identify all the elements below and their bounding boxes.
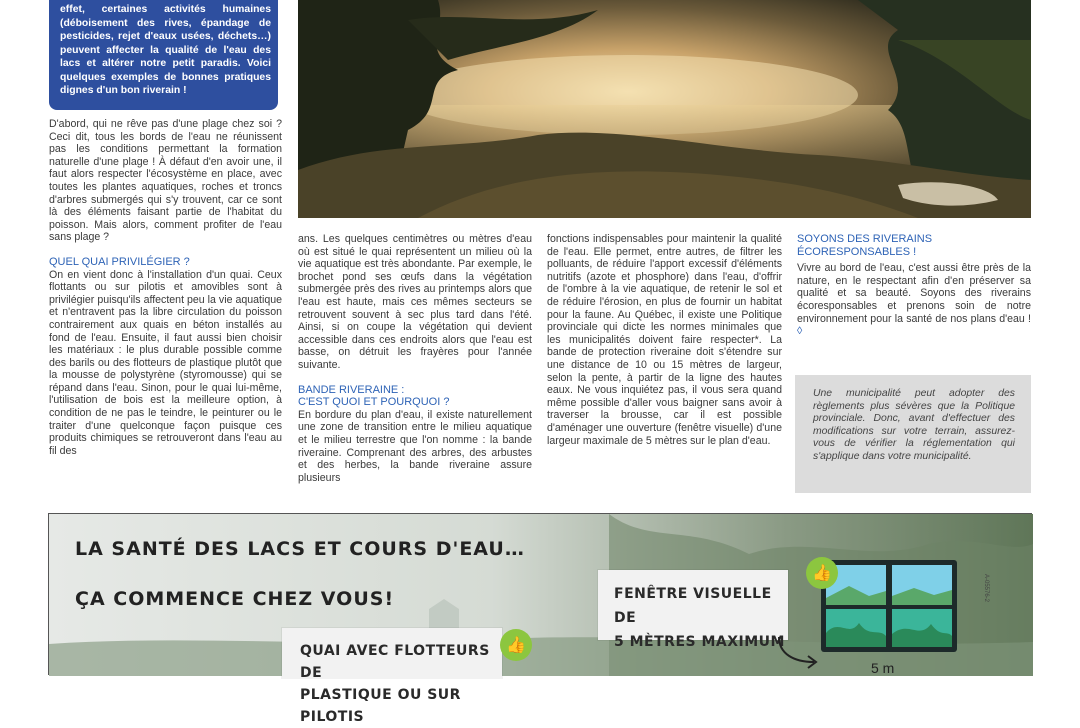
column-4-body: Vivre au bord de l'eau, c'est aussi être près de la nature, en le respectant afin d'en préserver sa qualité et sa beauté. Soyons des riverains écoresponsables et prenons soin de notre environnement pour la santé de nos plans d'eau ! bbox=[797, 262, 1031, 325]
note-box bbox=[795, 375, 1031, 493]
quai-label-line2: PLASTIQUE OU SUR PILOTIS bbox=[300, 687, 461, 725]
window-label-line1: FENÊTRE VISUELLE DE bbox=[614, 586, 772, 626]
bottom-banner bbox=[48, 513, 1032, 725]
intro-text: effet, certaines activités humaines (déboisement des rives, épandage de pesticides, rejet d'eaux usées, déchets…) peuvent affecter la qualité de l'eau des lacs et altérer notre petit paradis. Voici quelques exemples de bonnes pratiques dignes d'un bon riverain ! bbox=[60, 4, 271, 96]
banner-title-line1: LA SANTÉ DES LACS ET COURS D'EAU… bbox=[75, 538, 525, 560]
visual-window-illustration bbox=[819, 558, 959, 654]
heading-bande-line2: C'EST QUOI ET POURQUOI ? bbox=[298, 396, 450, 409]
note-text: Une municipalité peut adopter des règlements plus sévères que la Politique provinciale. Donc, avant d'effectuer des modifications sur votre terrain, assurez-vous de vérifier la réglementation qui s'applique dans votre municipalité. bbox=[813, 388, 1015, 462]
column-4 bbox=[797, 233, 1031, 338]
column-2-text: ans. Les quelques centimètres ou mètres d'eau où est situé le quai représentent un milieu où la vie aquatique est très abondante. Par exemple, le brochet pond ses œufs dans la végétation submergée près des rives au printemps alors que l'eau est haute, mais ces mêmes secteurs se retrouvent souvent à sec plus tard dans l'été. Ainsi, si on coupe la végétation qui devient accessible dans ces endroits alors que l'eau est basse, on détruit les frayères pour l'année suivante. bbox=[298, 233, 532, 371]
intro-box bbox=[49, 0, 278, 110]
end-mark: ◊ bbox=[797, 325, 803, 338]
column-1 bbox=[49, 118, 282, 457]
heading-riverains-line2: ÉCORESPONSABLES ! bbox=[797, 245, 917, 258]
heading-quai: QUEL QUAI PRIVILÉGIER ? bbox=[49, 255, 190, 268]
quai-label bbox=[282, 628, 502, 725]
banner-title-line2: ÇA COMMENCE CHEZ VOUS! bbox=[75, 588, 395, 610]
window-label-line2: 5 MÈTRES MAXIMUM bbox=[614, 634, 785, 650]
thumbs-up-icon: 👍 bbox=[500, 629, 532, 661]
column-2 bbox=[298, 233, 532, 484]
column-2-body: En bordure du plan d'eau, il existe naturellement une zone de transition entre le milieu aquatique et le milieu terrestre que l'on nomme : la bande riveraine. Comprenant des arbres, des arbustes et des herbes, la bande riveraine assure plusieurs bbox=[298, 408, 532, 484]
heading-riverains-line1: SOYONS DES RIVERAINS bbox=[797, 233, 933, 245]
arrow-icon bbox=[774, 632, 824, 672]
window-thumbs-up-icon: 👍 bbox=[806, 557, 838, 589]
window-label bbox=[598, 570, 788, 650]
column-3 bbox=[547, 233, 782, 447]
measure-label: 5 m bbox=[871, 660, 895, 676]
ref-code: A-05576-2 bbox=[983, 574, 989, 603]
column-1-intro: D'abord, qui ne rêve pas d'une plage chez soi ? Ceci dit, tous les bords de l'eau ne réunissent pas les conditions permettant la formation naturelle d'une plage ! À défaut d'en avoir une, il faut alors respecter l'écosystème en place, avec toutes les plantes aquatiques, roches et troncs d'arbres submergés qui s'y trouvent, car ce sont là des éléments faisant partie de l'habitat du poisson. Mais alors, comment profiter de l'eau sans plage ? bbox=[49, 118, 282, 244]
quai-label-line1: QUAI AVEC FLOTTEURS DE bbox=[300, 643, 490, 681]
heading-bande-line1: BANDE RIVERAINE : bbox=[298, 383, 405, 396]
column-3-text: fonctions indispensables pour maintenir la qualité de l'eau. Elle permet, entre autres, de filtrer les polluants, de réduire l'apport excessif d'éléments nutritifs (azote et phosphore) dans l'eau, d'offrir de l'ombre à la vie aquatique, de retenir le sol et de réduire l'érosion, en plus de fournir un habitat pour la faune. Au Québec, il existe une Politique provinciale qui dicte les normes minimales que les municipalités doivent faire respecter*. La bande de protection riveraine doit s'étendre sur une distance de 10 ou 15 mètres de largeur, selon la pente, à partir de la ligne des hautes eaux. Ne vous inquiétez pas, il vous sera quand même possible d'aller vous baigner sans avoir à traverser la brousse, car il est possible d'aménager une ouverture (fenêtre visuelle) d'une largeur maximale de 5 mètres sur le plan d'eau. bbox=[547, 233, 782, 447]
column-1-body: On en vient donc à l'installation d'un quai. Ceux flottants ou sur pilotis et amovibles sont à privilégier puisqu'ils affectent peu la vie aquatique et n'entravent pas la libre circulation du poisson contrairement aux quais en béton installés au fond de l'eau. Ensuite, il faut aussi bien choisir les matériaux : le plus durable possible comme des barils ou des flotteurs de plastique plutôt que la mousse de polystyrène (styromousse) qui se répand dans l'eau. Sinon, pour le quai lui-même, l'utilisation de bois est la meilleure option, à condition de ne pas le teindre, le peinturer ou le traiter d'une quelconque façon puisque ces produits chimiques se retrouveront dans l'eau au fil des bbox=[49, 268, 282, 457]
lake-photo-image bbox=[298, 0, 1031, 218]
lake-photo bbox=[298, 0, 1031, 218]
